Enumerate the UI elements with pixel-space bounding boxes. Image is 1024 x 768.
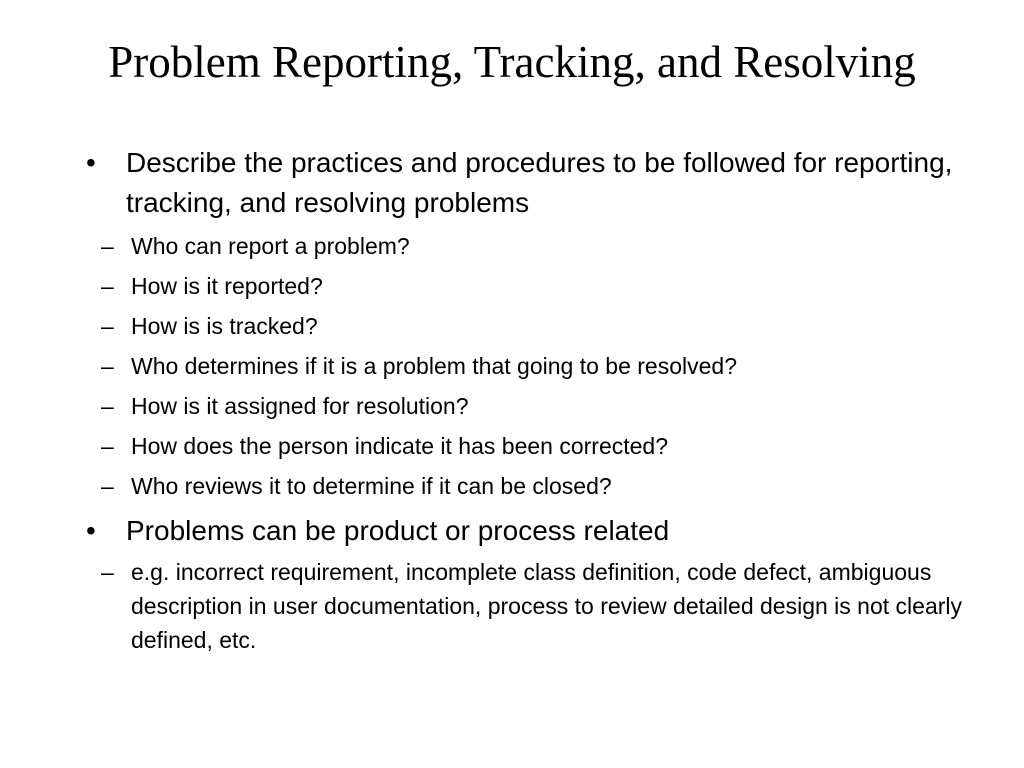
sub-item-text: How does the person indicate it has been corrected? (131, 433, 668, 459)
sub-item (86, 269, 966, 303)
slide-content (86, 143, 966, 657)
sub-item-text: e.g. incorrect requirement, incomplete class definition, code defect, ambiguous description in user documentation, process to review detailed design is not clearly defined, etc. (131, 559, 962, 653)
sub-marker: – (101, 473, 114, 499)
sub-list-examples (86, 555, 966, 657)
sub-list-questions (86, 229, 966, 503)
sub-item (86, 349, 966, 383)
sub-marker: – (101, 559, 114, 585)
bullet-marker: • (86, 515, 96, 546)
bullet-problems-related (86, 511, 966, 551)
sub-item (86, 469, 966, 503)
bullet-describe-practices (86, 143, 966, 223)
sub-marker: – (101, 393, 114, 419)
sub-marker: – (101, 273, 114, 299)
sub-item (86, 389, 966, 423)
sub-item-text: Who determines if it is a problem that going to be resolved? (131, 353, 737, 379)
sub-item (86, 309, 966, 343)
sub-marker: – (101, 353, 114, 379)
sub-item (86, 555, 966, 657)
bullet-text: Problems can be product or process related (126, 515, 670, 546)
bullet-text: Describe the practices and procedures to be followed for reporting, tracking, and resolving problems (126, 147, 953, 218)
sub-item (86, 429, 966, 463)
sub-marker: – (101, 433, 114, 459)
sub-item-text: Who reviews it to determine if it can be closed? (131, 473, 612, 499)
slide-title: Problem Reporting, Tracking, and Resolving (108, 37, 916, 87)
sub-item (86, 229, 966, 263)
sub-marker: – (101, 233, 114, 259)
sub-item-text: Who can report a problem? (131, 233, 410, 259)
sub-item-text: How is is tracked? (131, 313, 318, 339)
sub-item-text: How is it assigned for resolution? (131, 393, 469, 419)
bullet-marker: • (86, 147, 96, 178)
sub-marker: – (101, 313, 114, 339)
sub-item-text: How is it reported? (131, 273, 323, 299)
